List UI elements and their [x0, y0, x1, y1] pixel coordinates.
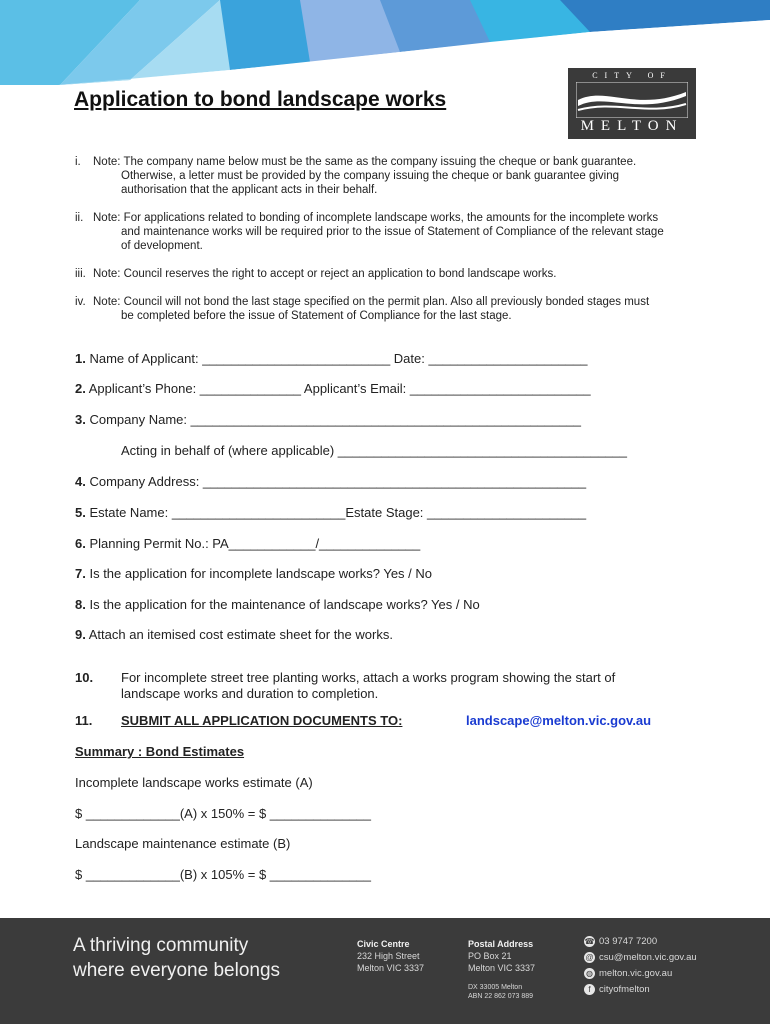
question-1[interactable]: 1. Name of Applicant: __________________________ Date: ______________________ [75, 351, 588, 366]
logo-top-text: CITY OF [592, 71, 672, 80]
globe-icon: ◍ [584, 968, 595, 979]
email-icon: @ [585, 953, 594, 962]
logo-bottom-text: MELTON [580, 118, 684, 134]
footer [0, 918, 770, 1024]
summary-a-line[interactable]: $ _____________(A) x 150% = $ ______________ [75, 806, 372, 821]
question-3[interactable]: 3. Company Name: ______________________________________________________ [75, 412, 582, 427]
footer-email[interactable]: @ csu@melton.vic.gov.au [585, 952, 697, 964]
footer-dx-abn: DX 33005 Melton ABN 22 862 073 889 [468, 984, 533, 1000]
summary-a-label: Incomplete landscape works estimate (A) [75, 775, 313, 790]
summary-b-label: Landscape maintenance estimate (B) [75, 836, 291, 851]
facebook-icon: f [584, 984, 595, 995]
summary-title: Summary : Bond Estimates [75, 744, 245, 759]
footer-postal-address: Postal Address PO Box 21 Melton VIC 3337 [468, 939, 536, 973]
summary-b-line[interactable]: $ _____________(B) x 105% = $ ______________ [75, 867, 372, 882]
question-10: 10. For incomplete street tree planting works, attach a works program showing the start of landscape works and duration to completion. [75, 670, 616, 701]
submit-email-link[interactable]: landscape@melton.vic.gov.au [466, 713, 652, 728]
question-11: 11. SUBMIT ALL APPLICATION DOCUMENTS TO: [75, 713, 403, 728]
question-7[interactable]: 7. Is the application for incomplete landscape works? Yes / No [75, 566, 433, 581]
question-6[interactable]: 6. Planning Permit No.: PA____________/______________ [75, 536, 421, 551]
note-iv: iv. Note: Council will not bond the last stage specified on the permit plan. Also all previously bonded stages must be completed before the issue of Statement of Compliance for the last stage. [75, 296, 650, 322]
submit-label: SUBMIT ALL APPLICATION DOCUMENTS TO: [121, 713, 403, 728]
question-3-acting[interactable]: Acting in behalf of (where applicable) ________________________________________ [121, 443, 627, 458]
footer-facebook[interactable]: f cityofmelton [584, 984, 650, 995]
note-iii: iii. Note: Council reserves the right to accept or reject an application to bond landscape works. [75, 268, 557, 280]
page-title: Application to bond landscape works [74, 88, 447, 111]
footer-tagline-2: where everyone belongs [73, 960, 281, 981]
footer-tagline-1: A thriving community [73, 935, 249, 956]
question-2[interactable]: 2. Applicant’s Phone: ______________ Applicant’s Email: _________________________ [75, 381, 591, 396]
phone-icon: ☎ [584, 937, 595, 946]
footer-civic-centre: Civic Centre 232 High Street Melton VIC 3337 [357, 939, 425, 973]
question-4[interactable]: 4. Company Address: _____________________________________________________ [75, 474, 587, 489]
logo-wave-icon [576, 82, 688, 118]
note-i: i. Note: The company name below must be the same as the company issuing the cheque or bank guarantee. Otherwise, a letter must be provided by the company issuing the cheque or bank guarantee giving authorisation that the applicant acts in their behalf. [75, 156, 637, 196]
question-5[interactable]: 5. Estate Name: ________________________Estate Stage: ______________________ [75, 505, 587, 520]
footer-website[interactable]: ◍ melton.vic.gov.au [586, 968, 673, 980]
note-ii: ii. Note: For applications related to bonding of incomplete landscape works, the amounts for the incomplete works and maintenance works will be required prior to the issue of Statement of Compliance of the relevant stage of development. [75, 212, 664, 252]
question-9: 9. Attach an itemised cost estimate sheet for the works. [75, 627, 393, 642]
footer-phone[interactable]: ☎ 03 9747 7200 [584, 936, 658, 948]
question-8[interactable]: 8. Is the application for the maintenance of landscape works? Yes / No [75, 597, 480, 612]
city-of-melton-logo [568, 68, 696, 139]
